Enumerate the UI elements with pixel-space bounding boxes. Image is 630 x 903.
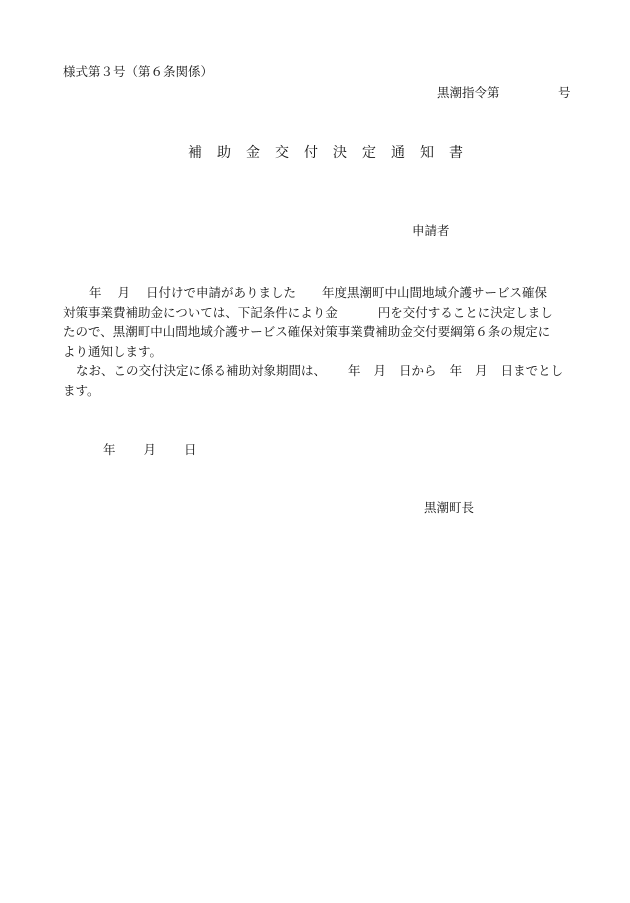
title-char: 助 xyxy=(217,145,231,161)
document-title xyxy=(188,146,463,160)
document-number-prefix: 黒潮指令第 xyxy=(437,85,500,100)
title-char: 交 xyxy=(275,145,289,161)
date-year: 年 xyxy=(103,442,116,457)
body-line-6: ます。 xyxy=(63,382,100,398)
title-char: 金 xyxy=(246,145,260,161)
issuer-name: 黒潮町長 xyxy=(424,500,475,515)
body-line-1: 年 月 日付けで申請がありました 年度黒潮町中山間地域介護サービス確保 xyxy=(89,285,548,300)
title-char: 定 xyxy=(362,145,376,161)
title-char: 通 xyxy=(391,145,405,161)
applicant-label: 申請者 xyxy=(412,223,450,238)
body-line-2: 対策事業費補助金については、下記条件により金 円を交付することに決定しまし xyxy=(63,304,553,320)
issue-date xyxy=(103,444,197,457)
title-char: 書 xyxy=(449,145,463,161)
notice-body xyxy=(63,283,583,400)
title-char: 知 xyxy=(420,145,434,161)
body-line-3: たので、黒潮町中山間地域介護サービス確保対策事業費補助金交付要綱第６条の規定に xyxy=(63,324,551,339)
document-number-suffix: 号 xyxy=(558,85,571,100)
date-month: 月 xyxy=(143,442,157,457)
form-label: 様式第３号（第６条関係） xyxy=(63,64,214,79)
title-char: 決 xyxy=(333,145,347,161)
body-line-5: なお、この交付決定に係る補助対象期間は、 年 月 日から 年 月 日までとし xyxy=(76,363,564,378)
date-day: 日 xyxy=(184,442,197,457)
title-char: 補 xyxy=(188,145,202,161)
body-line-4: より通知します。 xyxy=(63,343,163,359)
title-char: 付 xyxy=(304,145,318,161)
